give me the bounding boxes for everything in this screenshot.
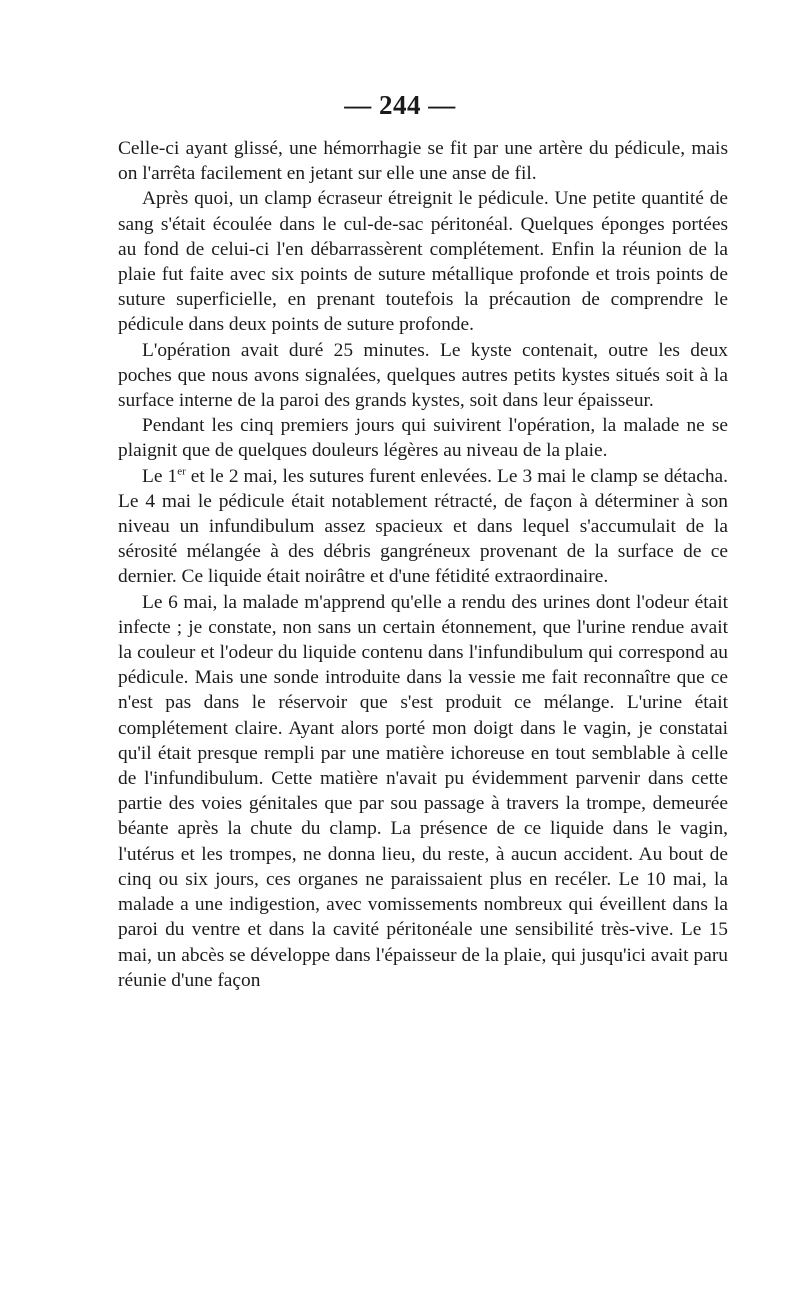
paragraph-5: [118, 464, 728, 590]
paragraph-1: Celle-ci ayant glissé, une hémorrhagie se fit par une artère du pédicule, mais on l'arrêta facilement en jetant sur elle une anse de fil.: [118, 138, 728, 185]
paragraph-5-body: et le 2 mai, les sutures furent enlevées. Le 3 mai le clamp se détacha. Le 4 mai le pédicule était notablement rétracté, de façon à déterminer à son niveau un infundibulum assez spacieux et dans lequel s'accumulait de la sérosité mélangée à des débris gangréneux provenant de la surface de ce dernier. Ce liquide était noirâtre et d'une fétidité extraordinaire.: [118, 465, 728, 588]
ordinal-superscript: er: [177, 465, 186, 478]
paragraph-2: Après quoi, un clamp écraseur étreignit le pédicule. Une petite quantité de sang s'était écoulée dans le cul-de-sac péritonéal. Quelques éponges portées au fond de celui-ci l'en débarrassèrent complétement. Enfin la réunion de la plaie fut faite avec six points de suture métallique profonde et trois points de suture superficielle, en prenant toutefois la précaution de comprendre le pédicule dans deux points de suture profonde.: [118, 188, 728, 336]
paragraph-5-prefix: Le 1: [142, 465, 178, 487]
paragraph-6: Le 6 mai, la malade m'apprend qu'elle a rendu des urines dont l'odeur était infecte ; je constate, non sans un certain étonnement, que l'urine rendue avait la couleur et l'odeur du liquide contenu dans l'infundibulum qui correspond au pédicule. Mais une sonde introduite dans la vessie me fait reconnaître que ce n'est pas dans le réservoir que s'est produit ce mélange. L'urine était complétement claire. Ayant alors porté mon doigt dans le vagin, je constatai qu'il était presque rempli par une matière ichoreuse en tout semblable à celle de l'infundibulum. Cette matière n'avait pu évidemment parvenir dans cette partie des voies génitales que par sou passage à travers la trompe, demeurée béante après la chute du clamp. La présence de ce liquide dans le vagin, l'utérus et les trompes, ne donna lieu, du reste, à aucun accident. Au bout de cinq ou six jours, ces organes ne paraissaient plus en recéler. Le 10 mai, la malade a une indigestion, avec vomissements nombreux qui éveillent dans la paroi du ventre et dans la cavité péritonéale une sensibilité très-vive. Le 15 mai, un abcès se développe dans l'épaisseur de la plaie, qui jusqu'ici avait paru réunie d'une façon: [118, 591, 728, 991]
paragraph-3: L'opération avait duré 25 minutes. Le kyste contenait, outre les deux poches que nous avons signalées, quelques autres petits kystes situés soit à la surface interne de la paroi des grands kystes, soit dans leur épaisseur.: [118, 339, 728, 412]
page-number: — 244 —: [344, 90, 456, 120]
paragraph-4: Pendant les cinq premiers jours qui suivirent l'opération, la malade ne se plaignit que de quelques douleurs légères au niveau de la plaie.: [118, 415, 728, 462]
body-text: [118, 136, 728, 993]
